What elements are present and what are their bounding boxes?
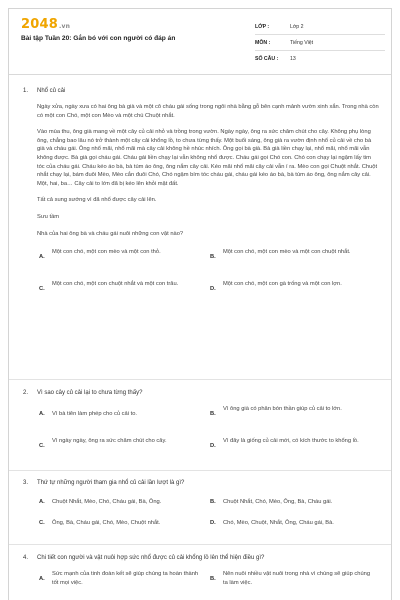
worksheet-header xyxy=(9,9,391,75)
option-text: Một con chó, một con mèo và một con chuột nhắt. xyxy=(223,249,351,256)
worksheet-page xyxy=(8,8,392,600)
story-paragraph: Ngày xửa, ngày xưa có hai ông bà già và một cô cháu gái sống trong ngôi nhà bằng gỗ bên cạnh mảnh vườn xinh xắn. Trong nhà còn có một con Chó, một con Mèo và một chú Chuột nhắt. xyxy=(37,104,379,119)
option-label: A. xyxy=(39,411,45,417)
meta-row-subject xyxy=(255,35,385,51)
meta-row-class xyxy=(255,19,385,35)
answer-options xyxy=(37,246,377,310)
question-3 xyxy=(9,479,392,535)
answer-option-b[interactable] xyxy=(210,570,375,588)
answer-options xyxy=(37,495,377,535)
option-text: Một con chó, một con gà trống và một con lợn. xyxy=(223,281,342,288)
option-label: B. xyxy=(210,499,216,505)
question-title: Thứ tự những người tham gia nhổ củ cải lần lượt là gì? xyxy=(37,480,185,486)
question-heading xyxy=(9,389,392,397)
option-text: Vì bà tiên làm phép cho củ cải to. xyxy=(52,411,138,417)
option-label: B. xyxy=(210,253,216,260)
question-number: 2. xyxy=(23,390,29,396)
question-heading xyxy=(9,87,392,95)
answer-option-c[interactable] xyxy=(39,437,204,449)
question-number: 1. xyxy=(23,88,29,94)
answer-option-a[interactable] xyxy=(39,570,204,588)
option-text: Chó, Mèo, Chuột, Nhắt, Ông, Cháu gái, Bà. xyxy=(223,520,334,526)
answer-option-d[interactable] xyxy=(210,280,375,292)
answer-options xyxy=(37,570,377,600)
option-text: Chuột Nhắt, Mèo, Chó, Cháu gái, Bà, Ông. xyxy=(52,499,162,505)
answer-option-c[interactable] xyxy=(39,519,204,528)
answer-option-d[interactable] xyxy=(210,519,375,528)
logo-suffix: .vn xyxy=(58,23,71,30)
answer-option-a[interactable] xyxy=(39,248,204,260)
option-label: B. xyxy=(210,575,216,582)
story-paragraph: Tất cả sung sướng vì đã nhổ được cây cải lên. xyxy=(37,197,157,204)
story-source: Sưu tầm xyxy=(37,213,60,220)
answer-option-c[interactable] xyxy=(39,280,204,292)
option-text: Sức mạnh của tinh đoàn kết sẽ giúp chúng ta hoàn thành tốt mọi việc. xyxy=(52,571,199,586)
meta-key: SỐ CÂU : xyxy=(255,56,279,62)
section-divider xyxy=(9,470,392,471)
question-title: Vì sao cây củ cải lại to chưa từng thấy? xyxy=(37,390,143,396)
option-text: Ông, Bà, Cháu gái, Chó, Mèo, Chuột nhắt. xyxy=(52,520,161,526)
question-2 xyxy=(9,389,392,465)
meta-table xyxy=(255,19,385,67)
question-number: 4. xyxy=(23,555,29,561)
question-heading xyxy=(9,554,392,562)
site-logo[interactable] xyxy=(21,17,70,32)
option-text: Một con chó, một con mèo và một con thỏ. xyxy=(52,249,161,256)
option-label: A. xyxy=(39,499,45,505)
meta-value: 13 xyxy=(290,56,296,62)
question-title: Chi tiết con người và vật nuôi hợp sức nhổ được củ cải khổng lồ lên thể hiện điều gì? xyxy=(37,555,265,561)
option-label: D. xyxy=(210,520,216,526)
question-title: Nhổ củ cải xyxy=(37,88,66,94)
option-label: C. xyxy=(39,285,45,292)
option-text: Vì đây là giống củ cải mới, có kích thước to khổng lồ. xyxy=(223,438,359,444)
answer-option-a[interactable] xyxy=(39,498,204,507)
answer-option-b[interactable] xyxy=(210,498,375,507)
option-label: D. xyxy=(210,285,216,292)
answer-option-b[interactable] xyxy=(210,248,375,260)
answer-option-d[interactable] xyxy=(210,437,375,449)
answer-options xyxy=(37,405,377,465)
section-divider xyxy=(9,544,392,545)
option-label: C. xyxy=(39,520,45,526)
meta-value: Lớp 2 xyxy=(290,23,304,30)
option-text: Vì ngày ngày, ông ra sức chăm chút cho cây. xyxy=(52,438,167,444)
question-prompt: Nhà của hai ông bà và cháu gái nuôi những con vật nào? xyxy=(37,230,184,237)
page-title: Bài tập Tuần 20: Gắn bó với con người có đáp án xyxy=(21,35,176,42)
option-text: Chuột Nhắt, Chó, Mèo, Ông, Bà, Cháu gái. xyxy=(223,499,333,505)
answer-option-b[interactable] xyxy=(210,405,375,417)
answer-option-a[interactable] xyxy=(39,410,204,419)
meta-value: Tiếng Việt xyxy=(290,39,314,46)
option-label: D. xyxy=(210,442,216,449)
option-label: A. xyxy=(39,575,45,582)
question-1 xyxy=(9,87,392,310)
option-label: C. xyxy=(39,442,45,449)
question-number: 3. xyxy=(23,480,29,486)
option-text: Nên nuôi nhiều vật nuôi trong nhà vì chúng sẽ giúp chúng ta làm việc. xyxy=(223,571,371,586)
question-4 xyxy=(9,554,392,600)
worksheet-content xyxy=(9,87,392,586)
logo-text: 2048 xyxy=(21,17,58,32)
section-divider xyxy=(9,379,392,380)
meta-key: MÔN : xyxy=(255,39,271,46)
meta-key: LỚP : xyxy=(255,23,270,30)
option-label: B. xyxy=(210,410,216,417)
option-label: A. xyxy=(39,253,45,260)
story-paragraph: Vào mùa thu, ông già mang về một cây củ cải nhỏ và trồng trong vườn. Ngày ngày, ông ra sức chăm chút cho cây. Không phụ lòng ông, chẳng bao lâu nó trở thành một cây cải khổng lồ, to chưa từng thấy. Một buổi sáng, ông già ra vườn định nhổ củ cải về cho bà già và cháu gái. Ông nhổ mãi, nhổ mãi mà cây cải không hề nhúc nhích. Ông gọi bà già. Bà già liền chạy lại, nhổ mãi, nhổ mãi vẫn không được. Bà già gọi cháu gái. Cháu gái liền chạy lại vẫn không nhổ được. Cháu gái gọi Chó con. Chó con chạy lại ngậm lấy tim tóc của cháu gái. Cháu kéo áo bà, bà túm áo ông, ông nắm cây cải. Kéo mãi nhổ mãi cây cải vẫn í ra. Mèo con gọi Chuột nhắt. Chuột nhắt chạy lại, bám đuôi Mèo, Mèo cắn đuôi Chó, Chó ngậm bím tóc cháu gái, cháu gái kéo áo bà, bà túm áo ông, ông nắm cây cải. Một, hai, ba… Cây cải to lớn đã bị kéo lên khỏi mặt đất. xyxy=(37,129,378,187)
meta-row-count xyxy=(255,51,385,67)
option-text: Một con chó, một con chuột nhắt và một con trâu. xyxy=(52,281,179,288)
question-heading xyxy=(9,479,392,487)
option-text: Vì ông già có phân bón thần giúp củ cải to lớn. xyxy=(223,406,342,412)
